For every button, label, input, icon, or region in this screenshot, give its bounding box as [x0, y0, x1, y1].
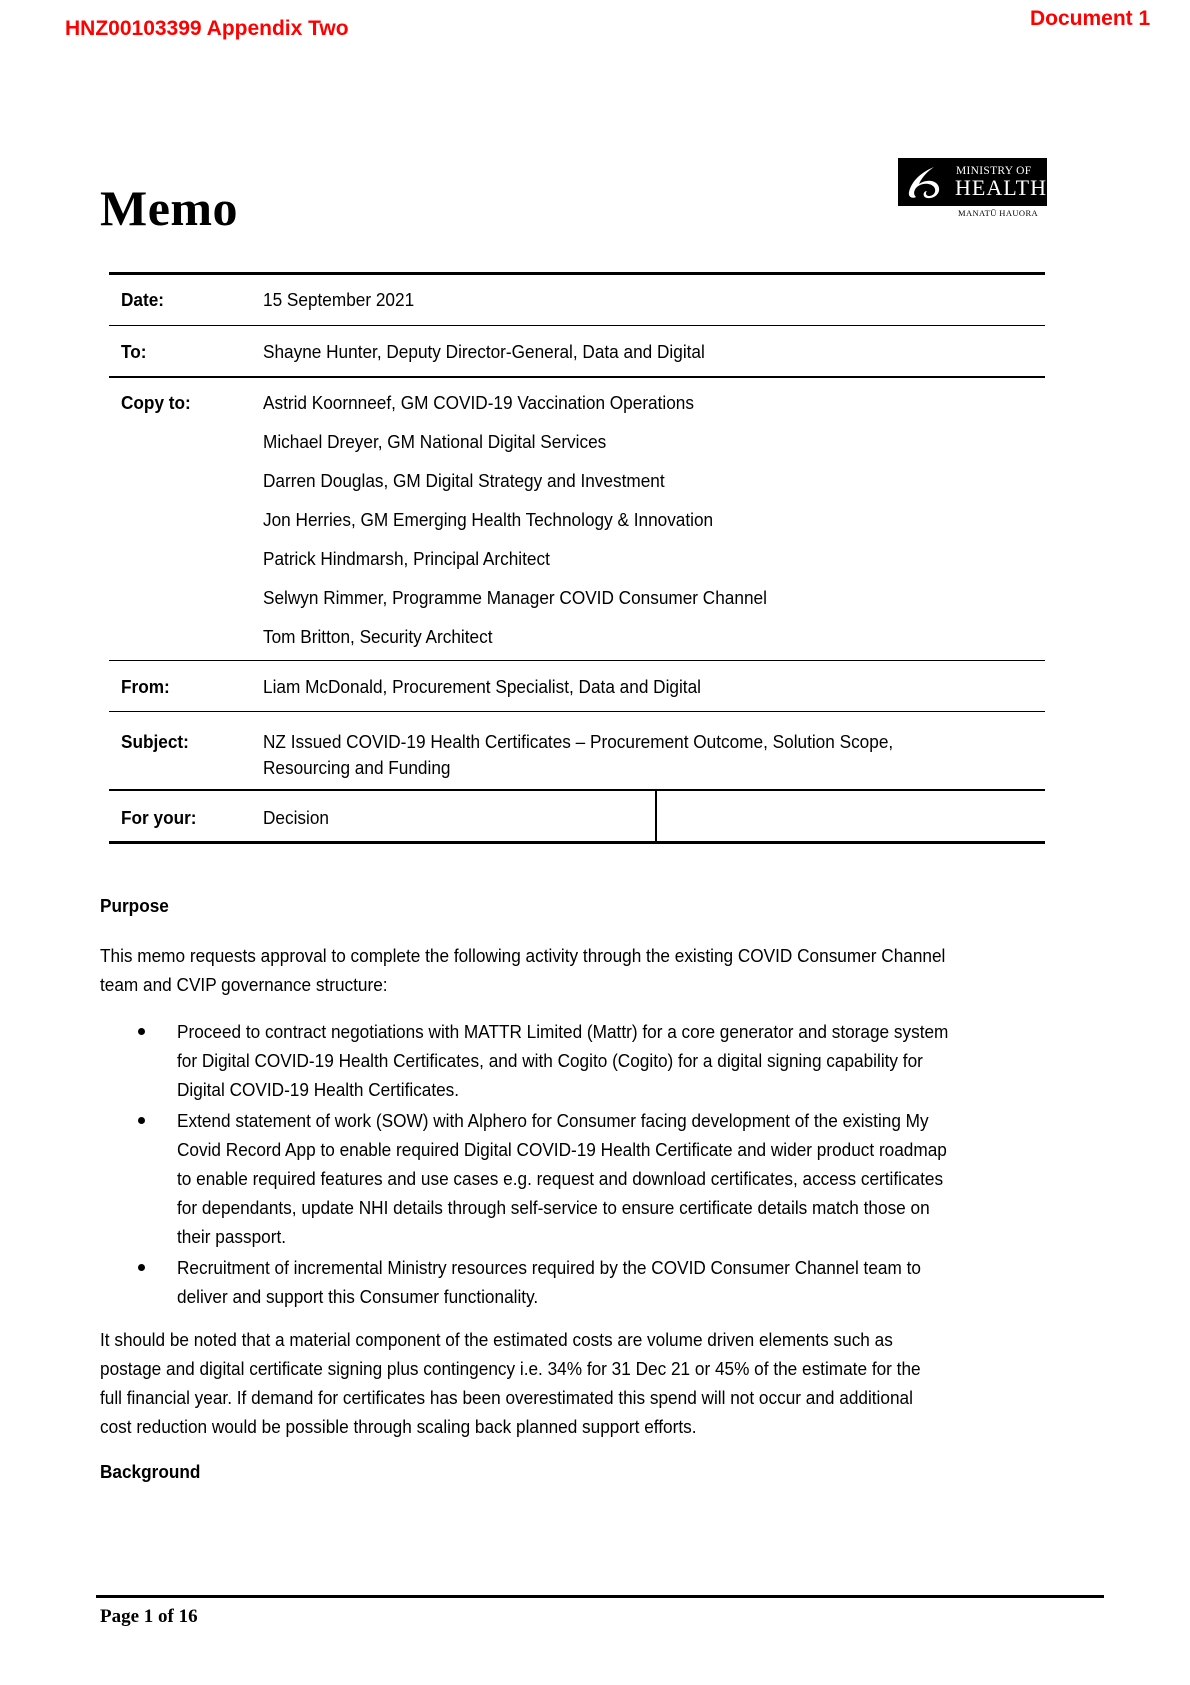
bullet-icon [138, 1117, 145, 1124]
koru-swirl-icon [904, 164, 944, 200]
copy-to-recipient: Darren Douglas, GM Digital Strategy and Investment [263, 470, 665, 491]
table-rule [109, 376, 1045, 378]
table-column-divider [655, 791, 657, 843]
note-line: It should be noted that a material component of the estimated costs are volume driven elements such as [100, 1329, 893, 1350]
to-label: To: [121, 341, 147, 362]
date-value: 15 September 2021 [263, 289, 415, 310]
table-rule [109, 325, 1045, 326]
bullet-line: Digital COVID-19 Health Certificates. [177, 1079, 460, 1100]
to-value: Shayne Hunter, Deputy Director-General, Data and Digital [263, 341, 705, 362]
purpose-intro-line: team and CVIP governance structure: [100, 974, 388, 995]
copy-to-label: Copy to: [121, 392, 191, 413]
note-line: postage and digital certificate signing plus contingency i.e. 34% for 31 Dec 21 or 45% of the estimate for the [100, 1358, 921, 1379]
ministry-logo [898, 158, 1047, 206]
memo-title: Memo [100, 180, 239, 236]
bullet-line: Recruitment of incremental Ministry resources required by the COVID Consumer Channel team to [177, 1257, 921, 1278]
for-your-value: Decision [263, 807, 329, 828]
document-label-stamp: Document 1 [1030, 7, 1151, 30]
subject-value-line: NZ Issued COVID-19 Health Certificates – Procurement Outcome, Solution Scope, [263, 731, 894, 752]
bullet-line: Covid Record App to enable required Digital COVID-19 Health Certificate and wider product roadmap [177, 1139, 947, 1160]
table-rule [109, 711, 1045, 712]
purpose-intro-line: This memo requests approval to complete the following activity through the existing COVID Consumer Channel [100, 945, 946, 966]
purpose-heading: Purpose [100, 895, 169, 916]
bullet-line: Proceed to contract negotiations with MATTR Limited (Mattr) for a core generator and storage system [177, 1021, 949, 1042]
bullet-line: Extend statement of work (SOW) with Alphero for Consumer facing development of the existing My [177, 1110, 929, 1131]
background-heading: Background [100, 1461, 201, 1482]
subject-value-line: Resourcing and Funding [263, 757, 451, 778]
bullet-icon [138, 1264, 145, 1271]
table-rule-bottom [109, 841, 1045, 844]
table-rule-top [109, 272, 1045, 275]
subject-label: Subject: [121, 731, 189, 752]
bullet-icon [138, 1028, 145, 1035]
note-line: full financial year. If demand for certificates has been overestimated this spend will not occur and additional [100, 1387, 913, 1408]
footer-rule [96, 1595, 1104, 1598]
reference-stamp: HNZ00103399 Appendix Two [65, 17, 349, 40]
for-your-label: For your: [121, 807, 197, 828]
date-label: Date: [121, 289, 165, 310]
copy-to-recipient: Tom Britton, Security Architect [263, 626, 493, 647]
copy-to-recipient: Selwyn Rimmer, Programme Manager COVID Consumer Channel [263, 587, 767, 608]
bullet-line: for Digital COVID-19 Health Certificates, and with Cogito (Cogito) for a digital signing capability for [177, 1050, 923, 1071]
table-rule [109, 660, 1045, 661]
from-label: From: [121, 676, 170, 697]
copy-to-recipient: Astrid Koornneef, GM COVID-19 Vaccination Operations [263, 392, 694, 413]
bullet-line: deliver and support this Consumer functionality. [177, 1286, 539, 1307]
page-number: Page 1 of 16 [100, 1606, 198, 1627]
table-rule [109, 789, 1045, 791]
logo-line-ministry: MINISTRY OF [956, 165, 1032, 177]
copy-to-recipient: Michael Dreyer, GM National Digital Services [263, 431, 607, 452]
bullet-line: to enable required features and use cases e.g. request and download certificates, access certificates [177, 1168, 944, 1189]
note-line: cost reduction would be possible through scaling back planned support efforts. [100, 1416, 697, 1437]
bullet-line: for dependants, update NHI details through self-service to ensure certificate details match those on [177, 1197, 930, 1218]
copy-to-recipient: Jon Herries, GM Emerging Health Technology & Innovation [263, 509, 714, 530]
copy-to-recipient: Patrick Hindmarsh, Principal Architect [263, 548, 550, 569]
from-value: Liam McDonald, Procurement Specialist, Data and Digital [263, 676, 701, 697]
bullet-line: their passport. [177, 1226, 287, 1247]
logo-subtitle: MANATŪ HAUORA [958, 208, 1039, 218]
logo-line-health: HEALTH [955, 175, 1047, 200]
